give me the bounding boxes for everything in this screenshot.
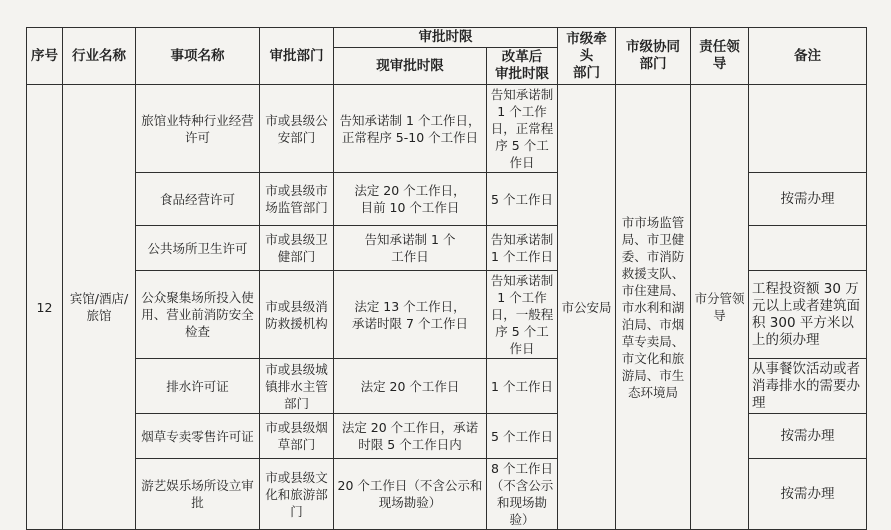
table-row bbox=[27, 85, 867, 173]
current-limit-cell: 告知承诺制 1 个工作日，正常程序 5-10 个工作日 bbox=[334, 85, 487, 173]
header-item: 事项名称 bbox=[136, 28, 260, 85]
remark-cell: 按需办理 bbox=[749, 459, 867, 530]
header-reformed-limit: 改革后 审批时限 bbox=[487, 48, 558, 85]
remark-cell: 按需办理 bbox=[749, 173, 867, 226]
reformed-limit-cell: 1 个工作日 bbox=[487, 359, 558, 414]
header-row bbox=[27, 28, 867, 48]
remark-cell bbox=[749, 85, 867, 173]
header-dept: 审批部门 bbox=[260, 28, 334, 85]
dept-cell: 市或县级城镇排水主管部门 bbox=[260, 359, 334, 414]
city-coop-cell: 市市场监管局、市卫健委、市消防救援支队、市住建局、市水利和湖泊局、市烟草专卖局、市文化和旅游局、市生态环境局 bbox=[616, 85, 691, 530]
approval-table bbox=[26, 27, 867, 530]
item-cell: 公共场所卫生许可 bbox=[136, 226, 260, 271]
item-cell: 旅馆业特种行业经营许可 bbox=[136, 85, 260, 173]
reformed-limit-cell: 告知承诺制 1 个工作日 bbox=[487, 226, 558, 271]
industry-cell: 宾馆/酒店/旅馆 bbox=[63, 85, 136, 530]
reformed-limit-cell: 8 个工作日（不含公示和现场勘验） bbox=[487, 459, 558, 530]
item-cell: 烟草专卖零售许可证 bbox=[136, 414, 260, 459]
reformed-limit-cell: 告知承诺制 1 个工作日，正常程序 5 个工作日 bbox=[487, 85, 558, 173]
reformed-limit-cell: 5 个工作日 bbox=[487, 173, 558, 226]
header-current-limit: 现审批时限 bbox=[334, 48, 487, 85]
item-cell: 游艺娱乐场所设立审批 bbox=[136, 459, 260, 530]
reformed-limit-cell: 告知承诺制 1 个工作日，一般程序 5 个工作日 bbox=[487, 271, 558, 359]
dept-cell: 市或县级文化和旅游部门 bbox=[260, 459, 334, 530]
current-limit-cell: 法定 20 个工作日， 目前 10 个工作日 bbox=[334, 173, 487, 226]
header-city-coop: 市级协同 部门 bbox=[616, 28, 691, 85]
current-limit-cell: 告知承诺制 1 个 工作日 bbox=[334, 226, 487, 271]
remark-cell: 按需办理 bbox=[749, 414, 867, 459]
leader-cell: 市分管领导 bbox=[691, 85, 749, 530]
dept-cell: 市或县级卫健部门 bbox=[260, 226, 334, 271]
header-limit-group: 审批时限 bbox=[334, 28, 558, 48]
item-cell: 公众聚集场所投入使用、营业前消防安全检查 bbox=[136, 271, 260, 359]
header-city-lead: 市级牵头 部门 bbox=[558, 28, 616, 85]
dept-cell: 市或县级消防救援机构 bbox=[260, 271, 334, 359]
seq-cell: 12 bbox=[27, 85, 63, 530]
dept-cell: 市或县级公安部门 bbox=[260, 85, 334, 173]
current-limit-cell: 法定 13 个工作日， 承诺时限 7 个工作日 bbox=[334, 271, 487, 359]
dept-cell: 市或县级市场监管部门 bbox=[260, 173, 334, 226]
item-cell: 排水许可证 bbox=[136, 359, 260, 414]
header-leader: 责任领导 bbox=[691, 28, 749, 85]
remark-cell: 工程投资额 30 万元以上或者建筑面积 300 平方米以上的须办理 bbox=[749, 271, 867, 359]
header-seq: 序号 bbox=[27, 28, 63, 85]
dept-cell: 市或县级烟草部门 bbox=[260, 414, 334, 459]
remark-cell bbox=[749, 226, 867, 271]
city-lead-cell: 市公安局 bbox=[558, 85, 616, 530]
reformed-limit-cell: 5 个工作日 bbox=[487, 414, 558, 459]
header-remark: 备注 bbox=[749, 28, 867, 85]
header-industry: 行业名称 bbox=[63, 28, 136, 85]
current-limit-cell: 20 个工作日（不含公示和现场勘验） bbox=[334, 459, 487, 530]
remark-cell: 从事餐饮活动或者消毒排水的需要办理 bbox=[749, 359, 867, 414]
current-limit-cell: 法定 20 个工作日 bbox=[334, 359, 487, 414]
current-limit-cell: 法定 20 个工作日，承诺时限 5 个工作日内 bbox=[334, 414, 487, 459]
item-cell: 食品经营许可 bbox=[136, 173, 260, 226]
